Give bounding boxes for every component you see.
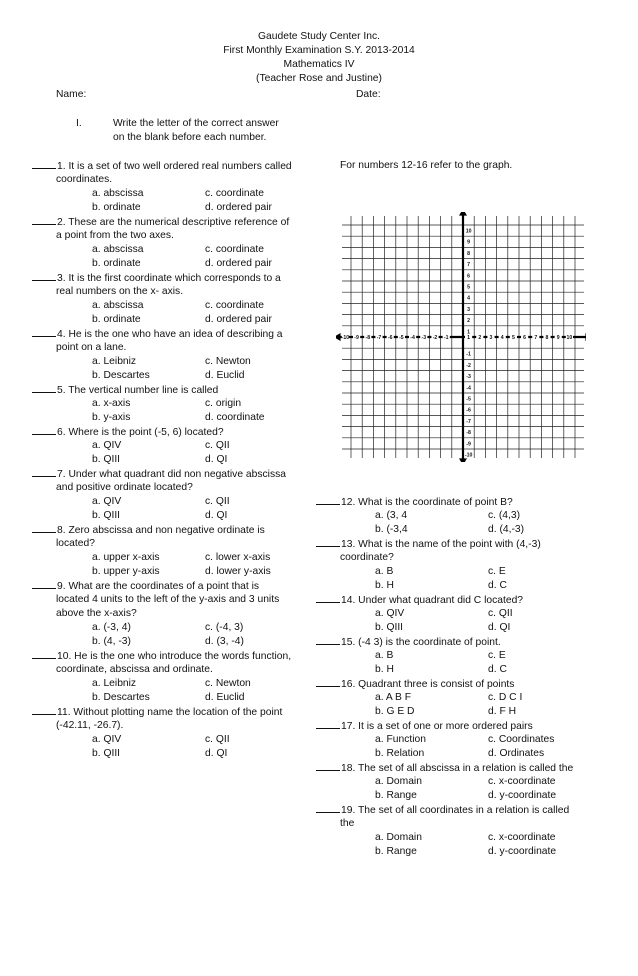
question: [316, 803, 616, 859]
x-axis-arrow-left: [336, 333, 341, 341]
choice-option: b. Relation: [375, 748, 425, 759]
choice-row: [316, 747, 616, 761]
x-tick-label: 10: [566, 334, 573, 341]
choice-option: a. abscissa: [92, 244, 144, 255]
choice-option: a. Leibniz: [92, 356, 137, 367]
question-text: [32, 327, 328, 341]
choice-option: a. (3, 4: [375, 510, 408, 521]
answer-blank[interactable]: [316, 537, 340, 547]
y-axis-arrow-up: [459, 212, 467, 216]
question-text: [32, 159, 328, 173]
choice-row: [316, 705, 616, 719]
choice-row: [32, 257, 328, 271]
choice-row: [32, 621, 328, 635]
choice-row: [316, 523, 616, 537]
choice-row: [32, 509, 328, 523]
x-tick-label: -1: [443, 334, 449, 341]
question-text: [32, 425, 328, 439]
choice-row: [32, 565, 328, 579]
question-text-continued: [32, 607, 328, 621]
question-text-continued: [32, 285, 328, 299]
x-tick-label: -6: [387, 334, 393, 341]
choice-option: a. QIV: [92, 496, 122, 507]
y-tick-label: -7: [466, 418, 471, 425]
choice-option: c. Newton: [205, 678, 251, 689]
choice-row: [32, 677, 328, 691]
question: [316, 537, 616, 593]
choice-option: d. y-coordinate: [488, 846, 557, 857]
question-text-span: coordinate?: [340, 552, 394, 563]
y-tick-label: -2: [466, 362, 471, 369]
choice-option: a. upper x-axis: [92, 552, 160, 563]
choice-option: d. coordinate: [205, 412, 265, 423]
choice-row: [32, 369, 328, 383]
y-tick-label: 2: [467, 318, 471, 325]
choice-row: [316, 733, 616, 747]
y-tick-label: -1: [466, 351, 471, 358]
question-text-continued: [32, 719, 328, 733]
answer-blank[interactable]: [32, 327, 56, 337]
choice-option: b. QIII: [375, 622, 404, 633]
choice-row: [32, 453, 328, 467]
choice-option: c. lower x-axis: [205, 552, 271, 563]
choice-option: a. (-3, 4): [92, 622, 131, 633]
question: [32, 705, 328, 761]
question-text-span: 10. He is the one who introduce the words function,: [57, 651, 292, 662]
question-text-continued: [316, 817, 616, 831]
x-tick-label: 5: [511, 334, 515, 341]
question-text-span: the: [340, 818, 355, 829]
choice-option: d. (4,-3): [488, 524, 525, 535]
question-text-span: (-42.11, -26.7).: [56, 720, 124, 731]
question-text-span: 13. What is the name of the point with (4,-3): [341, 539, 541, 550]
question: [32, 215, 328, 271]
y-tick-label: 10: [465, 228, 472, 235]
choice-option: b. H: [375, 580, 394, 591]
choice-option: d. F H: [488, 706, 517, 717]
choice-row: [316, 509, 616, 523]
y-axis-arrow-down: [459, 458, 467, 462]
choice-option: d. QI: [205, 748, 228, 759]
choice-option: b. Range: [375, 790, 417, 801]
choice-option: c. QII: [205, 496, 230, 507]
question-text-continued: [32, 173, 328, 187]
choice-option: b. ordinate: [92, 202, 141, 213]
y-tick-label: 9: [467, 239, 471, 246]
choice-row: [316, 565, 616, 579]
x-tick-label: -7: [376, 334, 382, 341]
choice-option: c. QII: [488, 608, 513, 619]
choice-option: b. (-3,4: [375, 524, 408, 535]
question-text: [32, 215, 328, 229]
y-tick-label: -6: [466, 407, 471, 414]
question-text: [316, 495, 616, 509]
question-text: [32, 383, 328, 397]
question-text: [32, 649, 328, 663]
choice-option: c. QII: [205, 734, 230, 745]
question-text-span: located?: [56, 538, 95, 549]
y-tick-label: 1: [467, 329, 471, 336]
question: [32, 327, 328, 383]
question-text: [316, 761, 616, 775]
question: [316, 593, 616, 635]
question-text: [316, 677, 616, 691]
question-text-span: 18. The set of all abscissa in a relation is called the: [341, 763, 574, 774]
answer-blank[interactable]: [32, 425, 56, 435]
question-text-span: 17. It is a set of one or more ordered pairs: [341, 721, 533, 732]
choice-option: c. (-4, 3): [205, 622, 244, 633]
choice-row: [316, 789, 616, 803]
question-text-span: 19. The set of all coordinates in a relation is called: [341, 805, 570, 816]
x-tick-label: -3: [421, 334, 427, 341]
question-text: [316, 537, 616, 551]
choice-option: c. origin: [205, 398, 242, 409]
choice-row: [316, 579, 616, 593]
question-text: [32, 579, 328, 593]
answer-blank[interactable]: [32, 649, 56, 659]
choice-option: b. ordinate: [92, 258, 141, 269]
choice-option: d. (3, -4): [205, 636, 244, 647]
question-text-continued: [32, 229, 328, 243]
question-text-span: real numbers on the x- axis.: [56, 286, 184, 297]
question-text-span: coordinates.: [56, 174, 113, 185]
choice-option: d. QI: [488, 622, 511, 633]
name-label: Name:: [56, 89, 87, 100]
question: [316, 761, 616, 803]
answer-blank[interactable]: [316, 593, 340, 603]
choice-option: d. Euclid: [205, 692, 245, 703]
choice-option: c. E: [488, 566, 506, 577]
answer-blank[interactable]: [316, 677, 340, 687]
answer-blank[interactable]: [316, 719, 340, 729]
choice-row: [32, 355, 328, 369]
choice-row: [32, 243, 328, 257]
choice-option: a. QIV: [92, 440, 122, 451]
choice-option: d. Euclid: [205, 370, 245, 381]
y-tick-label: -10: [464, 452, 473, 459]
section-numeral: I.: [76, 118, 82, 129]
question-text-continued: [32, 481, 328, 495]
choice-option: d. C: [488, 580, 507, 591]
date-label: Date:: [356, 89, 381, 100]
choice-option: d. ordered pair: [205, 258, 272, 269]
choice-option: a. Function: [375, 734, 426, 745]
choice-option: c. Newton: [205, 356, 251, 367]
answer-blank[interactable]: [32, 215, 56, 225]
choice-option: c. coordinate: [205, 188, 264, 199]
choice-row: [32, 439, 328, 453]
instructions-line-1: Write the letter of the correct answer: [113, 118, 279, 129]
question-text: [316, 635, 616, 649]
question-text-span: located 4 units to the left of the y-axis and 3 units: [56, 594, 280, 605]
x-axis-arrow-right: [585, 333, 586, 341]
question-text-span: and positive ordinate located?: [56, 482, 193, 493]
question-text-span: 1. It is a set of two well ordered real numbers called: [57, 161, 292, 172]
question: [32, 579, 328, 649]
x-tick-label: -5: [399, 334, 404, 341]
choice-row: [32, 411, 328, 425]
x-tick-label: -9: [354, 334, 359, 341]
question-text-span: 12. What is the coordinate of point B?: [341, 497, 513, 508]
choice-option: c. x-coordinate: [488, 776, 556, 787]
choice-row: [32, 495, 328, 509]
choice-row: [316, 649, 616, 663]
x-tick-label: 9: [556, 334, 560, 341]
question-text-span: 3. It is the first coordinate which corresponds to a: [57, 273, 281, 284]
choice-option: a. Domain: [375, 832, 422, 843]
choice-option: d. QI: [205, 454, 228, 465]
right-question-column: [316, 495, 616, 859]
choice-row: [32, 691, 328, 705]
choice-option: a. QIV: [92, 734, 122, 745]
choice-option: c. E: [488, 650, 506, 661]
choice-option: c. coordinate: [205, 300, 264, 311]
choice-option: b. y-axis: [92, 412, 131, 423]
choice-option: c. D C I: [488, 692, 523, 703]
question-text-continued: [32, 593, 328, 607]
y-tick-label: 6: [467, 273, 471, 280]
question: [32, 467, 328, 523]
question-text-span: above the x-axis?: [56, 608, 137, 619]
y-tick-label: 7: [467, 262, 471, 269]
question-text: [32, 705, 328, 719]
answer-blank[interactable]: [32, 271, 56, 281]
choice-row: [32, 313, 328, 327]
choice-option: c. (4,3): [488, 510, 521, 521]
question-text-span: coordinate, abscissa and ordinate.: [56, 664, 213, 675]
choice-option: c. Coordinates: [488, 734, 555, 745]
question-text: [32, 523, 328, 537]
choice-option: a. abscissa: [92, 188, 144, 199]
choice-row: [316, 621, 616, 635]
choice-option: c. x-coordinate: [488, 832, 556, 843]
x-tick-label: -2: [432, 334, 438, 341]
question-text-continued: [32, 537, 328, 551]
y-tick-label: -3: [466, 374, 471, 381]
school-name: Gaudete Study Center Inc.: [258, 31, 380, 42]
choice-option: a. abscissa: [92, 300, 144, 311]
question: [32, 159, 328, 215]
choice-option: b. H: [375, 664, 394, 675]
question-text-span: point on a lane.: [56, 342, 127, 353]
choice-option: d. y-coordinate: [488, 790, 557, 801]
question-text-span: 9. What are the coordinates of a point that is: [57, 581, 260, 592]
choice-option: a. Leibniz: [92, 678, 137, 689]
choice-option: b. QIII: [92, 748, 121, 759]
choice-option: d. ordered pair: [205, 202, 272, 213]
choice-option: d. QI: [205, 510, 228, 521]
question-text: [316, 719, 616, 733]
choice-row: [316, 691, 616, 705]
question-text-continued: [32, 663, 328, 677]
y-tick-label: -9: [466, 441, 471, 448]
question-text-span: 16. Quadrant three is consist of points: [341, 679, 515, 690]
question: [32, 425, 328, 467]
x-tick-label: 3: [489, 334, 493, 341]
choice-row: [316, 607, 616, 621]
answer-blank[interactable]: [316, 761, 340, 771]
question-text-span: 6. Where is the point (-5, 6) located?: [57, 427, 224, 438]
question: [316, 495, 616, 537]
choice-option: b. QIII: [92, 510, 121, 521]
x-tick-label: 4: [500, 334, 504, 341]
choice-option: b. Descartes: [92, 692, 150, 703]
choice-option: c. QII: [205, 440, 230, 451]
answer-blank[interactable]: [32, 383, 56, 393]
question-text-span: 11. Without plotting name the location of the point: [57, 707, 283, 718]
choice-row: [316, 845, 616, 859]
question-text-span: 8. Zero abscissa and non negative ordinate is: [57, 525, 265, 536]
question: [316, 677, 616, 719]
answer-blank[interactable]: [316, 803, 340, 813]
choice-row: [32, 201, 328, 215]
choice-option: b. (4, -3): [92, 636, 131, 647]
question-text: [32, 467, 328, 481]
choice-option: b. G E D: [375, 706, 415, 717]
choice-option: c. coordinate: [205, 244, 264, 255]
y-tick-label: 3: [467, 306, 471, 313]
question-text-span: 2. These are the numerical descriptive reference of: [57, 217, 290, 228]
question-text-span: 5. The vertical number line is called: [57, 385, 219, 396]
x-tick-label: -8: [365, 334, 371, 341]
x-tick-label: 7: [534, 334, 538, 341]
graph-note: For numbers 12-16 refer to the graph.: [340, 160, 513, 171]
choice-option: a. x-axis: [92, 398, 131, 409]
x-tick-label: 6: [523, 334, 527, 341]
answer-blank[interactable]: [32, 579, 56, 589]
question-text-span: 4. He is the one who have an idea of describing a: [57, 329, 283, 340]
exam-title: First Monthly Examination S.Y. 2013-2014: [223, 45, 415, 56]
choice-row: [32, 397, 328, 411]
x-tick-label: -4: [410, 334, 415, 341]
subject-title: Mathematics IV: [283, 59, 355, 70]
answer-blank[interactable]: [316, 635, 340, 645]
y-tick-label: -5: [466, 396, 471, 403]
instructions-line-2: on the blank before each number.: [113, 132, 267, 143]
x-tick-label: 1: [467, 334, 471, 341]
question-text-continued: [316, 551, 616, 565]
answer-blank[interactable]: [32, 159, 56, 169]
y-tick-label: 4: [467, 295, 471, 302]
choice-option: d. lower y-axis: [205, 566, 271, 577]
answer-blank[interactable]: [32, 467, 56, 477]
question-text-span: a point from the two axes.: [56, 230, 174, 241]
question-text: [316, 593, 616, 607]
choice-option: b. QIII: [92, 454, 121, 465]
choice-option: b. ordinate: [92, 314, 141, 325]
choice-row: [32, 187, 328, 201]
choice-row: [32, 733, 328, 747]
question: [32, 649, 328, 705]
question-text-span: 15. (-4 3) is the coordinate of point.: [341, 637, 501, 648]
question-text: [316, 803, 616, 817]
choice-row: [316, 831, 616, 845]
choice-row: [32, 635, 328, 649]
choice-option: a. B: [375, 566, 394, 577]
y-tick-label: -4: [466, 385, 471, 392]
choice-option: a. A B F: [375, 692, 412, 703]
choice-option: b. Descartes: [92, 370, 150, 381]
choice-option: a. B: [375, 650, 394, 661]
question: [32, 523, 328, 579]
question: [32, 383, 328, 425]
coordinate-graph: [336, 212, 586, 462]
y-tick-label: 5: [467, 284, 471, 291]
question-text-span: 14. Under what quadrant did C located?: [341, 595, 524, 606]
answer-blank[interactable]: [32, 705, 56, 715]
question-text-span: 7. Under what quadrant did non negative abscissa: [57, 469, 286, 480]
choice-option: d. C: [488, 664, 507, 675]
question-text-continued: [32, 341, 328, 355]
y-tick-label: -8: [466, 430, 471, 437]
choice-option: b. upper y-axis: [92, 566, 160, 577]
choice-row: [32, 747, 328, 761]
y-tick-label: 8: [467, 250, 471, 257]
choice-row: [316, 775, 616, 789]
x-tick-label: -10: [341, 334, 350, 341]
question: [32, 271, 328, 327]
teachers-line: (Teacher Rose and Justine): [256, 73, 382, 84]
choice-option: a. QIV: [375, 608, 405, 619]
question-text: [32, 271, 328, 285]
answer-blank[interactable]: [32, 523, 56, 533]
choice-row: [316, 663, 616, 677]
question: [316, 719, 616, 761]
choice-option: d. ordered pair: [205, 314, 272, 325]
left-question-column: [32, 159, 328, 761]
question: [316, 635, 616, 677]
answer-blank[interactable]: [316, 495, 340, 505]
choice-option: b. Range: [375, 846, 417, 857]
choice-row: [32, 299, 328, 313]
graph-tick-labels: [342, 227, 573, 458]
x-tick-label: 2: [478, 334, 482, 341]
choice-row: [32, 551, 328, 565]
choice-option: a. Domain: [375, 776, 422, 787]
choice-option: d. Ordinates: [488, 748, 545, 759]
x-tick-label: 8: [545, 334, 549, 341]
